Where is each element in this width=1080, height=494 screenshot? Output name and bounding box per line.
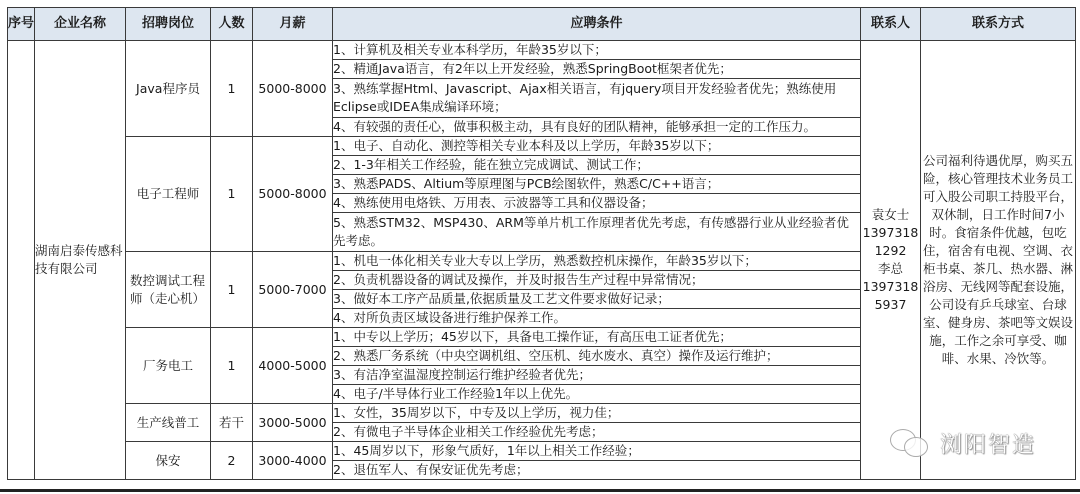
job-condition: 1、电子、自动化、测控等相关专业本科及以上学历，年龄35岁以下； xyxy=(333,137,861,156)
job-salary: 3000-4000 xyxy=(253,442,333,480)
contact-name: 李总 xyxy=(877,261,903,276)
recruitment-table xyxy=(7,7,1076,480)
job-count: 1 xyxy=(211,328,253,404)
job-condition: 3、做好本工序产品质量,依据质量及工艺文件要求做好记录； xyxy=(333,290,861,309)
job-condition: 3、熟悉PADS、Altium等原理图与PCB绘图软件，熟悉C/C++语言； xyxy=(333,175,861,194)
job-count: 若干 xyxy=(211,404,253,442)
wechat-icon xyxy=(890,429,934,459)
header-salary: 月薪 xyxy=(253,8,333,41)
job-salary: 5000-8000 xyxy=(253,41,333,137)
seq-cell xyxy=(8,41,35,480)
header-contact-info: 联系方式 xyxy=(921,8,1076,41)
job-position: 保安 xyxy=(126,442,211,480)
contact-info: 公司福利待遇优厚，购买五险，核心管理技术业务员工可入股公司职工持股平台，双休制，日工作时间7小时。食宿条件优越，包吃住，宿舍有电视、空调、衣柜书桌、茶几、热水器、淋浴房、无线网等配套设施，公司设有乒乓球室、台球室、健身房、茶吧等文娱设施，工作之余可享受、咖啡、水果、冷饮等。 xyxy=(921,41,1076,480)
watermark xyxy=(890,428,1036,459)
job-condition: 1、计算机及相关专业本科学历，年龄35岁以下； xyxy=(333,41,861,60)
job-condition: 4、对所负责区域设备进行维护保养工作。 xyxy=(333,309,861,328)
company-name: 湖南启泰传感科技有限公司 xyxy=(35,41,126,480)
job-salary: 4000-5000 xyxy=(253,328,333,404)
job-condition: 2、熟悉厂务系统（中央空调机组、空压机、纯水废水、真空）操作及运行维护； xyxy=(333,347,861,366)
job-condition: 2、负责机器设备的调试及操作，并及时报告生产过程中异常情况； xyxy=(333,271,861,290)
header-count: 人数 xyxy=(211,8,253,41)
job-condition: 5、熟悉STM32、MSP430、ARM等单片机工作原理者优先考虑，有传感器行业从业经验者优先考虑。 xyxy=(333,213,861,252)
contact-name: 袁女士 xyxy=(871,207,910,222)
job-position: 电子工程师 xyxy=(126,137,211,252)
job-condition: 3、有洁净室温湿度控制运行维护经验者优先； xyxy=(333,366,861,385)
header-contact-person: 联系人 xyxy=(861,8,921,41)
job-condition: 4、熟练使用电烙铁、万用表、示波器等工具和仪器设备； xyxy=(333,194,861,213)
job-condition: 1、45周岁以下，形象气质好，1年以上相关工作经验； xyxy=(333,442,861,461)
job-count: 1 xyxy=(211,137,253,252)
job-condition: 2、1-3年相关工作经验，能在独立完成调试、测试工作； xyxy=(333,156,861,175)
job-position: 数控调试工程师（走心机） xyxy=(126,252,211,328)
header-position: 招聘岗位 xyxy=(126,8,211,41)
job-position: 生产线普工 xyxy=(126,404,211,442)
table-row xyxy=(8,41,1076,60)
job-condition: 4、电子/半导体行业工作经验1年以上优先。 xyxy=(333,385,861,404)
job-count: 2 xyxy=(211,442,253,480)
job-count: 1 xyxy=(211,252,253,328)
job-condition: 2、有微电子半导体企业相关工作经验优先考虑； xyxy=(333,423,861,442)
job-salary: 5000-8000 xyxy=(253,137,333,252)
job-count: 1 xyxy=(211,41,253,137)
job-condition: 2、退伍军人、有保安证优先考虑； xyxy=(333,461,861,480)
job-condition: 1、女性，35周岁以下，中专及以上学历，视力佳； xyxy=(333,404,861,423)
job-condition: 4、有较强的责任心，做事积极主动，具有良好的团队精神，能够承担一定的工作压力。 xyxy=(333,118,861,137)
header-seq: 序号 xyxy=(8,8,35,41)
watermark-text: 浏阳智造 xyxy=(940,433,1037,458)
job-condition: 2、精通Java语言，有2年以上开发经验，熟悉SpringBoot框架者优先； xyxy=(333,60,861,79)
contact-phone-part: 5937 xyxy=(874,297,907,312)
job-position: Java程序员 xyxy=(126,41,211,137)
header-conditions: 应聘条件 xyxy=(333,8,861,41)
job-salary: 5000-7000 xyxy=(253,252,333,328)
header-company: 企业名称 xyxy=(35,8,126,41)
contact-person xyxy=(861,41,921,480)
job-position: 厂务电工 xyxy=(126,328,211,404)
contact-phone-part: 1292 xyxy=(874,243,907,258)
job-salary: 3000-5000 xyxy=(253,404,333,442)
job-condition: 1、中专以上学历；45岁以下，具备电工操作证，有高压电工证者优先； xyxy=(333,328,861,347)
contact-phone-part: 1397318 xyxy=(862,279,919,294)
bottom-divider xyxy=(0,489,1080,492)
job-condition: 1、机电一体化相关专业大专以上学历，熟悉数控机床操作，年龄35岁以下； xyxy=(333,252,861,271)
contact-phone-part: 1397318 xyxy=(862,225,919,240)
job-condition: 3、熟练掌握Html、Javascript、Ajax相关语言，有jquery项目开发经验者优先；熟练使用Eclipse或IDEA集成编译环境； xyxy=(333,79,861,118)
header-row xyxy=(8,8,1076,41)
